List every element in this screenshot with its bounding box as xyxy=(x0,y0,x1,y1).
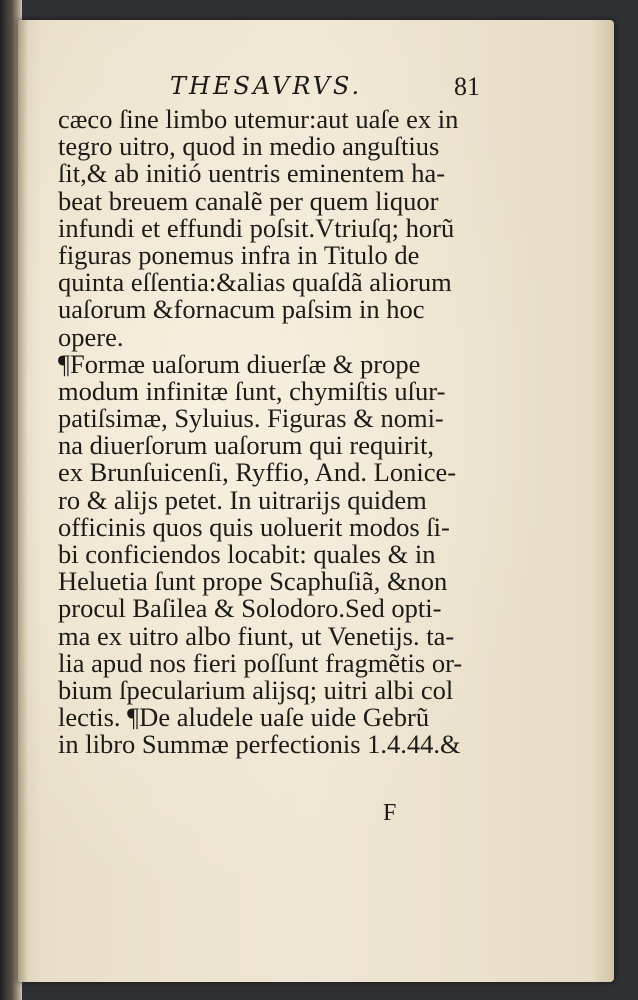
text-line: ex Brunſuicenſi, Ryffio, And. Lonice- xyxy=(58,457,457,488)
text-line: bi conficiendos locabit: quales & in xyxy=(58,539,436,569)
text-line: in libro Summæ perfectionis 1.4.44.& xyxy=(58,729,461,760)
text-line: ma ex uitro albo fiunt, ut Venetijs. ta- xyxy=(58,620,455,651)
page-header xyxy=(18,70,614,106)
text-line: patiſsimæ, Syluius. Figuras & nomi- xyxy=(58,403,444,434)
running-title: THESAVRVS. xyxy=(170,72,363,100)
text-line: cæco ſine limbo utemur:aut uaſe ex in xyxy=(58,104,459,134)
text-line: officinis quos quis uoluerit modos ſi- xyxy=(58,511,450,542)
signature-mark: F xyxy=(383,800,397,826)
page-number: 81 xyxy=(454,72,480,101)
text-line: lectis. ¶De aludele uaſe uide Gebrũ xyxy=(58,702,430,733)
body-text xyxy=(58,106,488,759)
text-line: bium ſpecularium alijsq; uitri albi col xyxy=(58,674,454,705)
text-line: uaſorum &fornacum paſsim in hoc xyxy=(58,294,425,325)
text-line: ſit,& ab initió uentris eminentem ha- xyxy=(58,158,446,189)
text-line: Heluetia ſunt prope Scaphuſiã, &non xyxy=(58,566,448,597)
text-line: quinta eſſentia:&alias quaſdã aliorum xyxy=(58,267,452,298)
text-line: opere. xyxy=(58,321,124,352)
text-line: infundi et effundi poſsit.Vtriuſq; horũ xyxy=(58,212,455,243)
text-line: na diuerſorum uaſorum qui requirit, xyxy=(58,430,435,461)
text-line: lia apud nos fieri poſſunt fragmẽtis or- xyxy=(58,647,463,678)
text-line: ¶Formæ uaſorum diuerſæ & prope xyxy=(58,348,421,379)
text-line: beat breuem canalẽ per quem liquor xyxy=(58,185,439,216)
text-line: tegro uitro, quod in medio anguſtius xyxy=(58,131,440,162)
text-line: ro & alijs petet. In uitrarijs quidem xyxy=(58,484,427,515)
text-line: figuras ponemus infra in Titulo de xyxy=(58,239,420,270)
gutter-shadow xyxy=(18,20,28,982)
text-line: procul Baſilea & Solodoro.Sed opti- xyxy=(58,593,442,624)
text-line: modum infinitæ ſunt, chymiſtis uſur- xyxy=(58,375,446,406)
